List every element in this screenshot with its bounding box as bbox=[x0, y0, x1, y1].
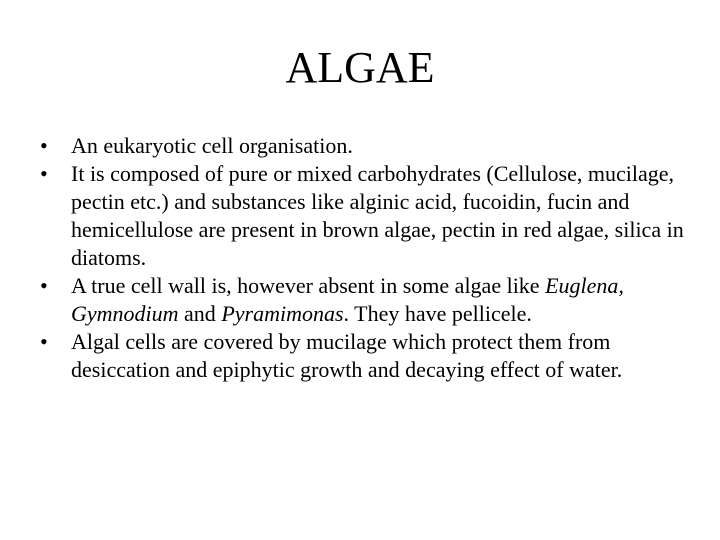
bullet-text: A true cell wall is, however absent in some algae like bbox=[71, 273, 546, 298]
bullet-item bbox=[40, 160, 700, 272]
bullet-text: It is composed of pure or mixed carbohydrates (Cellulose, mucilage, pectin etc.) and substances like alginic acid, fucoidin, fucin and hemicellulose are present in brown algae, pectin in red algae, silica in diatoms. bbox=[71, 161, 684, 270]
bullet-dot-icon: • bbox=[40, 161, 48, 186]
bullet-italic-text: Pyramimonas bbox=[221, 301, 344, 326]
bullet-dot-icon: • bbox=[40, 329, 48, 354]
bullet-text: An eukaryotic cell organisation. bbox=[71, 133, 353, 158]
bullet-item bbox=[40, 132, 700, 160]
bullet-list bbox=[40, 132, 700, 384]
bullet-item bbox=[40, 272, 700, 328]
bullet-text: Algal cells are covered by mucilage which protect them from desiccation and epiphytic growth and decaying effect of water. bbox=[71, 329, 623, 382]
bullet-text: and bbox=[178, 301, 222, 326]
bullet-item bbox=[40, 328, 700, 384]
slide-title: ALGAE bbox=[285, 43, 435, 92]
bullet-dot-icon: • bbox=[40, 273, 48, 298]
bullet-dot-icon: • bbox=[40, 133, 48, 158]
bullet-text: . They have pellicele. bbox=[343, 301, 532, 326]
bullet-italic-text: Euglena, Gymnodium bbox=[71, 273, 624, 326]
